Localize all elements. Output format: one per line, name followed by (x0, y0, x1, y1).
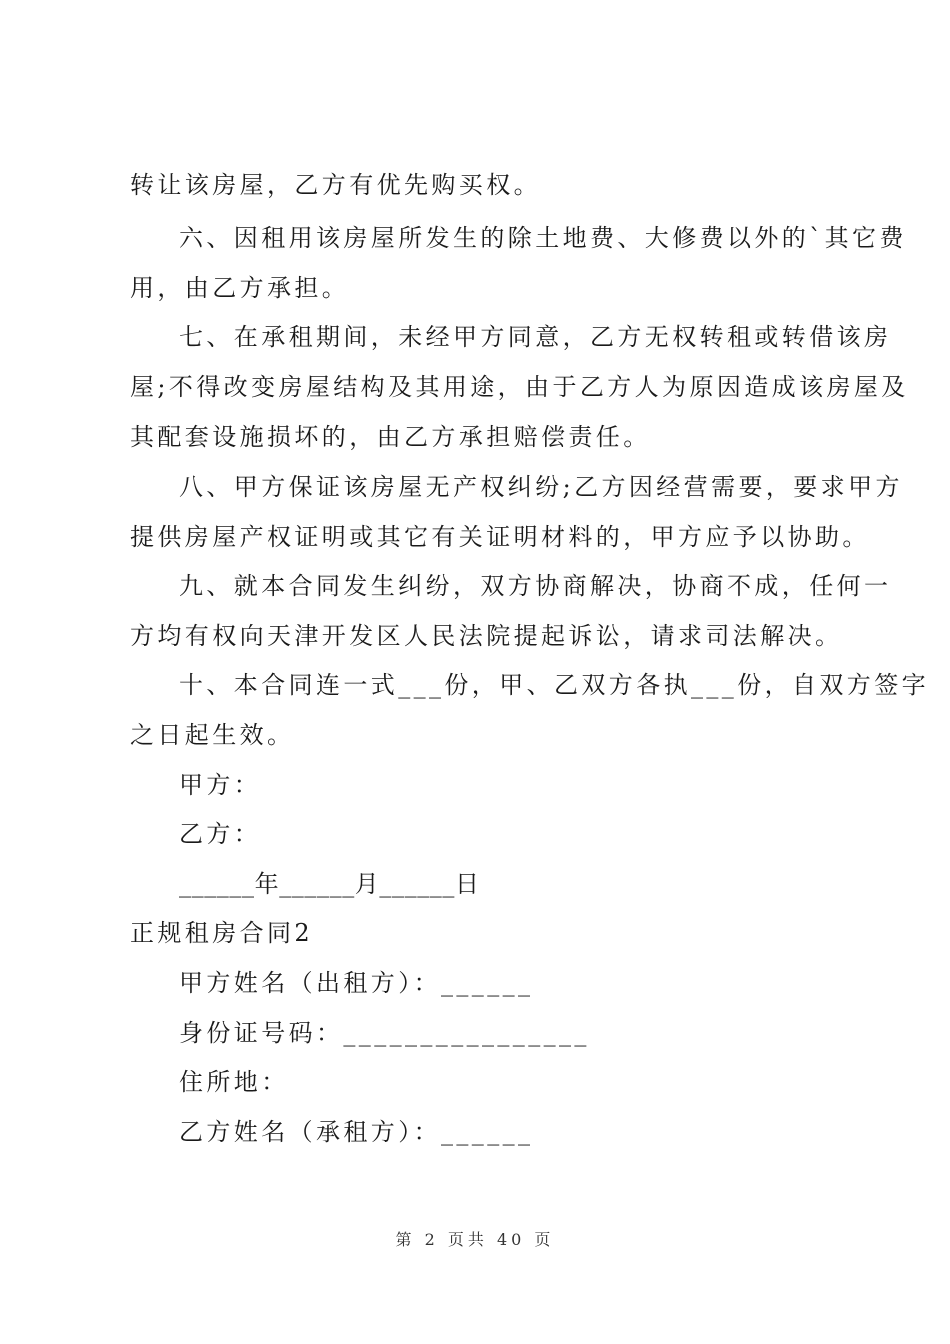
paragraph-line: 提供房屋产权证明或其它有关证明材料的，甲方应予以协助。 (130, 523, 870, 551)
id-number-line: 身份证号码：________________ (179, 1019, 590, 1047)
paragraph-line: 转让该房屋，乙方有优先购买权。 (130, 171, 541, 199)
section-title: 正规租房合同2 (130, 919, 314, 947)
clause-seven-line: 七、在承租期间，未经甲方同意，乙方无权转租或转借该房 (179, 323, 892, 351)
clause-six-line: 六、因租用该房屋所发生的除土地费、大修费以外的`其它费 (179, 224, 907, 252)
paragraph-line: 其配套设施损坏的，由乙方承担赔偿责任。 (130, 423, 651, 451)
paragraph-line: 之日起生效。 (130, 721, 295, 749)
address-line: 住所地： (179, 1068, 289, 1096)
paragraph-line: 用，由乙方承担。 (130, 274, 350, 302)
paragraph-line: 屋;不得改变房屋结构及其用途，由于乙方人为原因造成该房屋及 (130, 373, 909, 401)
clause-nine-line: 九、就本合同发生纠纷，双方协商解决，协商不成，任何一 (179, 572, 892, 600)
party-b-signature-label: 乙方： (179, 820, 262, 848)
paragraph-line: 方均有权向天津开发区人民法院提起诉讼，请求司法解决。 (130, 622, 843, 650)
landlord-name-line: 甲方姓名（出租方）：______ (179, 969, 534, 997)
party-a-signature-label: 甲方： (179, 771, 262, 799)
page-number-footer: 第 2 页共 40 页 (395, 1230, 555, 1249)
clause-eight-line: 八、甲方保证该房屋无产权纠纷;乙方因经营需要，要求甲方 (179, 473, 903, 501)
tenant-name-line: 乙方姓名（承租方）：______ (179, 1118, 534, 1146)
clause-ten-line: 十、本合同连一式___份，甲、乙双方各执___份，自双方签字 (179, 671, 929, 699)
date-line: ______年______月______日 (179, 870, 480, 898)
